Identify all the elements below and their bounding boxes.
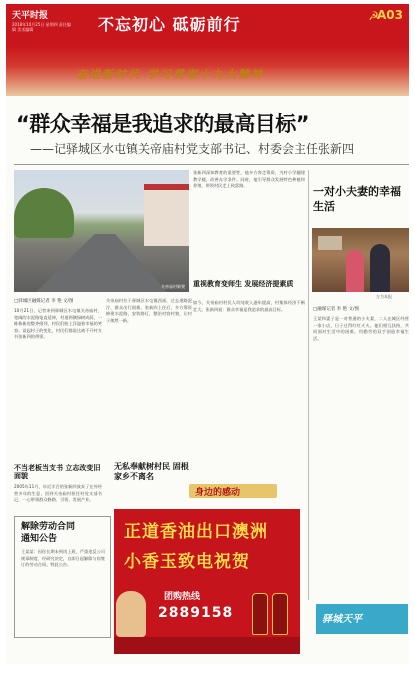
newspaper-logo: 天平时报 — [12, 11, 49, 21]
article-body-1: 10月21日，记者来到驿城区水屯镇关帝庙村，宽阔的水泥路笔直延伸，村道两侧绿树成荫，一栋栋新房整齐排列，村民们脸上洋溢着幸福的笑容。谈起村子的变化，村民们都说这离不开村支书张新四的带领。 — [14, 308, 102, 340]
feature-tag — [189, 484, 277, 498]
ad-phone-number: 2889158 — [158, 605, 234, 621]
village-road-photo — [14, 170, 189, 292]
notice-box — [14, 516, 111, 638]
ad-hotline-label: 团购热线 — [164, 592, 201, 602]
ad-footer-band — [114, 637, 300, 654]
slogan: 不忘初心 砥砺前行 — [98, 15, 241, 34]
feature-photo-caption: 左为本报 — [376, 294, 392, 299]
corner-logo-text: 驿城天平 — [322, 614, 362, 625]
article-body-4: 张新四深知教育的重要性，他多方奔走筹资，为村小学翻建教学楼，改善办学条件。同时，他引导群众发展特色种植和养殖，带领村民走上致富路。 — [193, 170, 305, 189]
oil-bottle-icon — [252, 593, 268, 635]
person-shape — [370, 244, 390, 292]
article-byline: □驿城区融媒记者 李 艳 文/图 — [14, 299, 74, 304]
photo-caption: 关帝庙村新貌 — [161, 284, 185, 289]
article-body-3: 关帝庙村位于驿城区水屯镇西部，过去道路泥泞，群众出行困难。张新四上任后，多方筹资修建水泥路，安装路灯，整治村容村貌，让村子焕然一新。 — [106, 298, 192, 323]
building-shape — [144, 184, 189, 246]
ad-headline-1: 正道香油出口澳洲 — [124, 522, 268, 542]
feature-body: 王某和妻子是一对普通的小夫妻，二人在城区经营一家小店，日子过得红红火火。他们相互扶持，共同面对生活中的困难，用勤劳的双手创造幸福生活。 — [313, 316, 409, 341]
corner-logo — [316, 604, 408, 634]
wall-picture-shape — [318, 236, 342, 250]
banner-text: 奋进新时代 学习贯彻十九大精神 — [76, 68, 264, 81]
trees-shape — [14, 188, 74, 238]
notice-title: 解除劳动合同 通知公告 — [21, 522, 76, 544]
masthead — [6, 4, 409, 96]
notice-body: 王某某：因你长期未到岗上班，严重违反公司规章制度，经研究决定，自即日起解除与你签订的劳动合同。特此公告。 — [21, 549, 105, 568]
newspaper-page — [6, 4, 409, 664]
couple-photo — [312, 228, 409, 292]
page-number: A03 — [377, 8, 403, 22]
column-divider — [308, 170, 309, 600]
oil-bottle-icon — [272, 593, 288, 635]
feature-title: 一对小夫妻的幸福生活 — [313, 185, 401, 213]
issue-meta: 2018年10月25日 星期四 责任编辑 美术编辑 — [12, 22, 71, 32]
performer-figure — [116, 591, 146, 637]
sesame-oil-advertisement — [114, 509, 300, 654]
feature-tag-label: 身边的感动 — [195, 488, 241, 498]
article-headline: “群众幸福是我追求的最高目标” — [16, 112, 310, 136]
article-body-2: 2005年11月，年近半百的张新四放弃了在外经营多年的生意，回到关帝庙村担任村党支部书记，一心带领群众修路、引资、发展产业。 — [14, 484, 102, 503]
article-subhead: ——记驿城区水屯镇关帝庙村党支部书记、村委会主任张新四 — [30, 142, 355, 156]
article-body-5: 如今，关帝庙村村民人均纯收入逐年提高，村集体经济不断壮大。张新四说：群众幸福是我追求的最高目标。 — [193, 300, 305, 312]
party-emblem-icon: ☭ — [368, 9, 379, 23]
subtitle-1: 不当老板当支书 立志改变旧面貌 — [14, 464, 101, 480]
ad-headline-2: 小香玉致电祝贺 — [124, 552, 250, 572]
divider — [14, 164, 409, 165]
subtitle-2: 重视教育变师生 发展经济提素质 — [193, 280, 294, 288]
subtitle-3: 无私奉献树村民 固根家乡不离名 — [114, 462, 189, 481]
person-shape — [346, 250, 364, 292]
feature-byline: □融媒记者 李 艳 文/图 — [313, 307, 360, 312]
